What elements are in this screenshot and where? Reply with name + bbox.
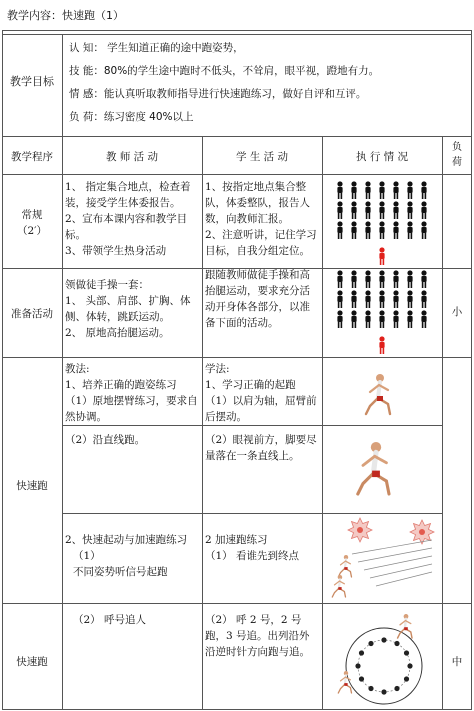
- student-figure-icon: [365, 201, 370, 219]
- teacher-figure-icon: [379, 336, 384, 354]
- student-position-icon: [359, 676, 364, 681]
- objective-emotion: 情 感：能认真听取教师指导进行快速跑练习，做好自评和互评。: [69, 88, 367, 100]
- objectives-list: [66, 38, 471, 132]
- stage-sprint: 快速跑: [16, 480, 48, 492]
- teacher-chase: [62, 610, 202, 650]
- student-figure-icon: [351, 201, 356, 219]
- student-figure-icon: [407, 270, 412, 288]
- straight-line-run-figure: [322, 424, 442, 514]
- student-warmup: [202, 265, 322, 357]
- col-header-load: 负 荷: [452, 142, 462, 168]
- student-figure-icon: [393, 290, 398, 308]
- student-figure-icon: [421, 310, 426, 328]
- load-warmup: 小: [451, 306, 463, 318]
- teacher-item: （1）: [73, 550, 101, 562]
- teacher-item: （1）原地摆臂练习，要求自然协调。: [65, 395, 198, 423]
- student-figure-icon: [337, 181, 342, 199]
- student-sprint-2: [202, 430, 322, 490]
- student-figure-icon: [351, 181, 356, 199]
- teacher-item: 3、带领学生热身活动: [65, 245, 167, 257]
- student-position-icon: [368, 641, 373, 646]
- student-figure-icon: [421, 181, 426, 199]
- teacher-item: （2） 呼号追人: [73, 614, 147, 626]
- start-signal-figure: [322, 514, 442, 602]
- student-position-icon: [407, 663, 412, 668]
- student-figure-icon: [407, 290, 412, 308]
- student-item: （1） 看谁先到终点: [205, 550, 300, 562]
- student-item: 学法:: [205, 363, 230, 375]
- col-header-teacher: 教 师 活 动: [105, 151, 158, 163]
- teacher-sprint-3: [62, 530, 202, 590]
- student-position-icon: [355, 663, 360, 668]
- student-item: （2） 呼 2 号，2 号跑，3 号追。出列沿外沿逆时针方向跑与追。: [205, 614, 310, 658]
- student-figure-icon: [379, 181, 384, 199]
- student-figure-icon: [337, 270, 342, 288]
- load-chase: 中: [451, 656, 463, 668]
- col-header-student: 学 生 活 动: [235, 151, 288, 163]
- student-figure-icon: [379, 290, 384, 308]
- teacher-figure-icon: [379, 247, 384, 265]
- student-figure-icon: [393, 221, 398, 239]
- student-figure-icon: [407, 221, 412, 239]
- student-figure-icon: [379, 221, 384, 239]
- teacher-routine: [62, 177, 202, 269]
- formation-diagram-routine: [322, 176, 442, 270]
- teacher-item: 教法:: [65, 363, 90, 375]
- teacher-item: 2、 原地高抬腿运动。: [65, 327, 170, 339]
- student-figure-icon: [421, 270, 426, 288]
- student-item: 2 加速跑练习: [205, 534, 268, 546]
- objectives-title: 教学目标: [10, 75, 54, 88]
- teacher-item: 1、培养正确的跑姿练习: [65, 379, 177, 391]
- student-item: （2）眼视前方，脚要尽量落在一条直线上。: [205, 434, 317, 462]
- student-figure-icon: [407, 181, 412, 199]
- student-figure-icon: [393, 201, 398, 219]
- student-position-icon: [381, 689, 386, 694]
- student-figure-icon: [351, 310, 356, 328]
- runner-icon: [332, 575, 345, 597]
- runner-icon: [366, 374, 390, 414]
- student-figure-icon: [337, 221, 342, 239]
- student-position-icon: [394, 641, 399, 646]
- student-figure-icon: [393, 270, 398, 288]
- student-position-icon: [404, 676, 409, 681]
- teacher-item: （2）沿直线跑。: [65, 434, 146, 446]
- student-item: 1、按指定地点集合整队，体委整队，报告人数，向教师汇报。: [205, 181, 310, 225]
- student-figure-icon: [351, 290, 356, 308]
- student-figure-icon: [379, 201, 384, 219]
- student-routine: [202, 177, 322, 269]
- teacher-item: 不同姿势听信号起跑: [73, 566, 168, 578]
- student-sprint-3: [202, 530, 322, 590]
- student-figure-icon: [365, 270, 370, 288]
- student-figure-icon: [407, 310, 412, 328]
- student-figure-icon: [337, 310, 342, 328]
- student-figure-icon: [421, 221, 426, 239]
- track-lanes: [352, 540, 432, 586]
- lesson-content-header: 教学内容：快速跑（1）: [7, 9, 124, 22]
- student-figure-icon: [337, 201, 342, 219]
- student-figure-icon: [379, 310, 384, 328]
- student-figure-icon: [365, 290, 370, 308]
- teacher-item: 2、快速起动与加速跑练习: [65, 534, 188, 546]
- stage-routine: 常规 （2′）: [16, 209, 48, 237]
- chase-circle-diagram: [322, 604, 442, 708]
- arm-swing-figure: [322, 360, 442, 424]
- student-figure-icon: [393, 310, 398, 328]
- teacher-item: 领做徒手操一套：: [65, 279, 149, 291]
- signal-burst-icon: [348, 518, 372, 542]
- teacher-item: 2、宣布本课内容和教学目标。: [65, 213, 188, 241]
- student-position-icon: [359, 650, 364, 655]
- student-figure-icon: [365, 310, 370, 328]
- stage-warmup: 准备活动: [11, 308, 53, 320]
- objective-skill: 技 能：80%的学生途中跑时不低头，不耸肩，眼平视，蹬地有力。: [69, 65, 380, 77]
- teacher-sprint-1: [62, 359, 202, 421]
- col-header-execution: 执 行 情 况: [355, 151, 408, 163]
- student-figure-icon: [421, 201, 426, 219]
- stage-sprint-chase: 快速跑: [16, 656, 48, 668]
- student-item: 跟随教师做徒手操和高抬腿运动，要求充分活动开身体各部分，以准备下面的活动。: [205, 269, 310, 329]
- student-chase: [202, 610, 322, 670]
- student-item: （1）以肩为轴，屈臂前后摆动。: [205, 395, 317, 423]
- student-figure-icon: [351, 221, 356, 239]
- student-position-icon: [368, 686, 373, 691]
- student-figure-icon: [407, 201, 412, 219]
- objective-cognition: 认 知： 学生知道正确的途中跑姿势，: [69, 42, 244, 54]
- student-position-icon: [404, 650, 409, 655]
- student-position-icon: [381, 637, 386, 642]
- student-item: 1、学习正确的起跑: [205, 379, 296, 391]
- runner-icon: [338, 555, 351, 577]
- student-sprint-1: [202, 359, 322, 421]
- teacher-item: 1、 指定集合地点，检查着装，接受学生体委报告。: [65, 181, 191, 209]
- student-position-icon: [394, 686, 399, 691]
- objective-load: 负 荷：练习密度 40%以上: [69, 111, 194, 123]
- teacher-item: 1、 头部、肩部、扩胸、体侧、体转，跳跃运动。: [65, 295, 191, 323]
- student-figure-icon: [365, 221, 370, 239]
- student-figure-icon: [393, 181, 398, 199]
- runner-icon: [358, 442, 389, 494]
- student-figure-icon: [365, 181, 370, 199]
- col-header-procedure: 教学程序: [11, 151, 53, 163]
- teacher-warmup: [62, 275, 202, 355]
- student-figure-icon: [337, 290, 342, 308]
- student-figure-icon: [379, 270, 384, 288]
- formation-diagram-warmup: [322, 265, 442, 359]
- teacher-sprint-2: [62, 430, 202, 470]
- student-figure-icon: [421, 290, 426, 308]
- student-item: 2、注意听讲，记住学习目标，自我分组定位。: [205, 229, 317, 257]
- student-figure-icon: [351, 270, 356, 288]
